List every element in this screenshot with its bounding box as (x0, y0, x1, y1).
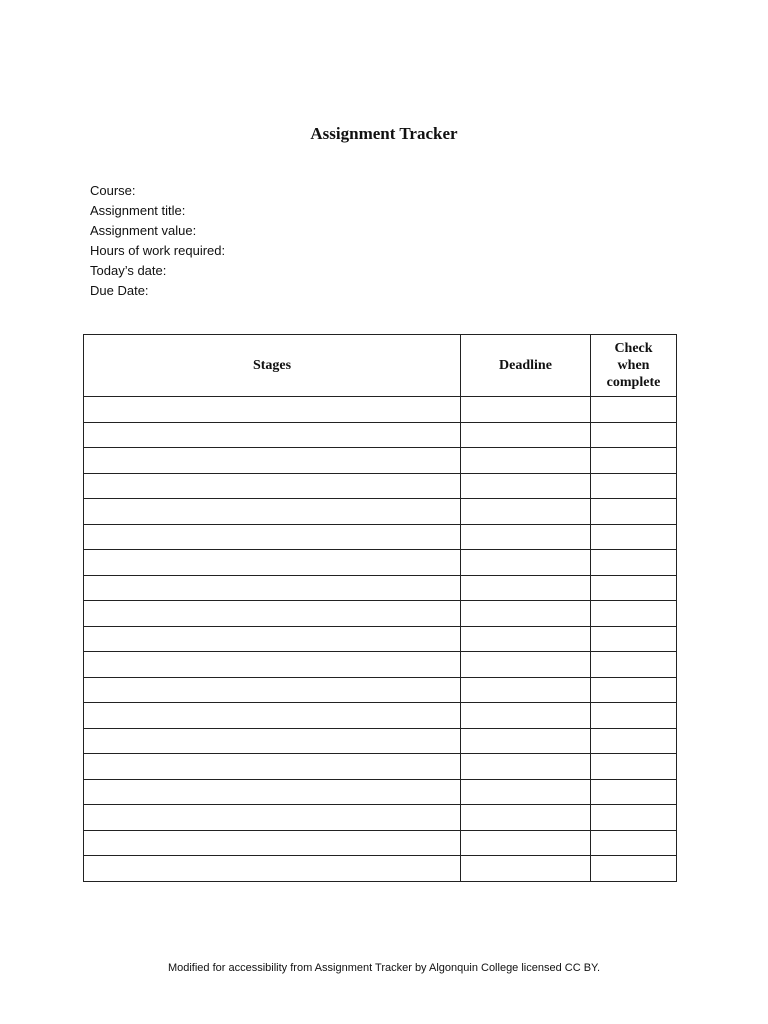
table-row (84, 830, 677, 856)
field-todays-date: Today’s date: (90, 263, 167, 278)
stage-cell[interactable] (84, 550, 461, 576)
stage-cell[interactable] (84, 397, 461, 423)
table-row (84, 499, 677, 525)
table-row (84, 856, 677, 882)
stage-cell[interactable] (84, 473, 461, 499)
field-hours-required: Hours of work required: (90, 243, 226, 258)
table-row (84, 703, 677, 729)
deadline-cell[interactable] (461, 448, 591, 474)
check-cell[interactable] (591, 499, 677, 525)
table-row (84, 754, 677, 780)
stage-cell[interactable] (84, 575, 461, 601)
header-deadline: Deadline (461, 335, 591, 397)
deadline-cell[interactable] (461, 422, 591, 448)
table-row (84, 626, 677, 652)
check-cell[interactable] (591, 805, 677, 831)
deadline-cell[interactable] (461, 856, 591, 882)
table-body (84, 397, 677, 882)
deadline-cell[interactable] (461, 652, 591, 678)
stage-cell[interactable] (84, 499, 461, 525)
page-title: Assignment Tracker (310, 124, 458, 143)
stage-cell[interactable] (84, 779, 461, 805)
check-cell[interactable] (591, 448, 677, 474)
table-row (84, 524, 677, 550)
header-check-line-1: Check (614, 341, 653, 356)
stage-cell[interactable] (84, 626, 461, 652)
stage-cell[interactable] (84, 448, 461, 474)
field-course: Course: (90, 183, 136, 198)
stage-cell[interactable] (84, 728, 461, 754)
check-cell[interactable] (591, 626, 677, 652)
stage-cell[interactable] (84, 652, 461, 678)
assignment-tracker-table (83, 334, 677, 882)
deadline-cell[interactable] (461, 575, 591, 601)
field-due-date: Due Date: (90, 283, 149, 298)
header-check-line-3: complete (606, 375, 661, 390)
check-cell[interactable] (591, 677, 677, 703)
stage-cell[interactable] (84, 601, 461, 627)
assignment-info-fields (90, 181, 225, 301)
check-cell[interactable] (591, 550, 677, 576)
header-check-when-complete (591, 335, 677, 397)
deadline-cell[interactable] (461, 754, 591, 780)
check-cell[interactable] (591, 856, 677, 882)
check-cell[interactable] (591, 575, 677, 601)
table-row (84, 422, 677, 448)
table-row (84, 728, 677, 754)
deadline-cell[interactable] (461, 499, 591, 525)
stage-cell[interactable] (84, 524, 461, 550)
stage-cell[interactable] (84, 830, 461, 856)
deadline-cell[interactable] (461, 550, 591, 576)
check-cell[interactable] (591, 397, 677, 423)
table-row (84, 473, 677, 499)
stage-cell[interactable] (84, 856, 461, 882)
table-row (84, 652, 677, 678)
stage-cell[interactable] (84, 677, 461, 703)
check-cell[interactable] (591, 703, 677, 729)
deadline-cell[interactable] (461, 779, 591, 805)
table-row (84, 397, 677, 423)
header-check-line-2: when (617, 358, 650, 373)
table-header-row (84, 335, 677, 397)
deadline-cell[interactable] (461, 626, 591, 652)
stage-cell[interactable] (84, 703, 461, 729)
deadline-cell[interactable] (461, 601, 591, 627)
table-row (84, 779, 677, 805)
table-row (84, 550, 677, 576)
table-row (84, 805, 677, 831)
table-row (84, 677, 677, 703)
deadline-cell[interactable] (461, 830, 591, 856)
check-cell[interactable] (591, 601, 677, 627)
deadline-cell[interactable] (461, 397, 591, 423)
deadline-cell[interactable] (461, 805, 591, 831)
deadline-cell[interactable] (461, 473, 591, 499)
field-assignment-title: Assignment title: (90, 203, 186, 218)
check-cell[interactable] (591, 779, 677, 805)
header-stages: Stages (84, 335, 461, 397)
check-cell[interactable] (591, 652, 677, 678)
license-footer: Modified for accessibility from Assignment Tracker by Algonquin College licensed CC BY. (167, 962, 601, 974)
stage-cell[interactable] (84, 754, 461, 780)
check-cell[interactable] (591, 524, 677, 550)
deadline-cell[interactable] (461, 703, 591, 729)
check-cell[interactable] (591, 830, 677, 856)
deadline-cell[interactable] (461, 728, 591, 754)
check-cell[interactable] (591, 473, 677, 499)
stage-cell[interactable] (84, 805, 461, 831)
stage-cell[interactable] (84, 422, 461, 448)
deadline-cell[interactable] (461, 524, 591, 550)
check-cell[interactable] (591, 754, 677, 780)
check-cell[interactable] (591, 728, 677, 754)
table-row (84, 575, 677, 601)
deadline-cell[interactable] (461, 677, 591, 703)
table-row (84, 448, 677, 474)
field-assignment-value: Assignment value: (90, 223, 197, 238)
check-cell[interactable] (591, 422, 677, 448)
table-row (84, 601, 677, 627)
